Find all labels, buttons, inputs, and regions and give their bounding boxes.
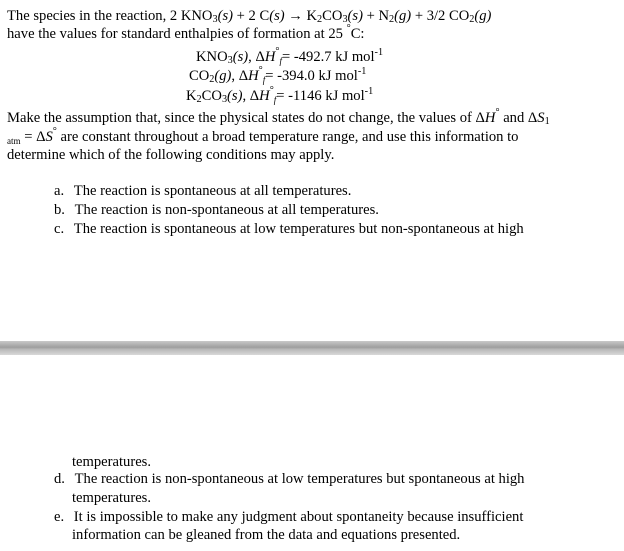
option-text: The reaction is spontaneous at low temperatures but non-spontaneous at high	[73, 221, 524, 237]
option-text-cont: temperatures.	[72, 454, 152, 470]
assumption-line-2: $_{atm}$ = ΔS° are constant throughout a broad temperature range, and use this information to	[7, 126, 519, 146]
state-g1: (g)	[394, 8, 412, 24]
option-c	[54, 220, 524, 238]
option-text: The reaction is non-spontaneous at all temperatures.	[74, 202, 379, 218]
assumption-text-4: are constant throughout a broad temperature range, and use this information to	[56, 129, 519, 145]
data-line-co2: $CO_2(g)$, $\Delta H^\circ_f= -394.0$ kJ mol$^{-1}$	[189, 65, 367, 85]
reaction-text-5: + 3/2 CO	[411, 8, 470, 24]
reaction-text-3: CO	[322, 8, 343, 24]
sub-2b: 2	[389, 14, 395, 25]
option-letter: a.	[54, 183, 65, 199]
formula-co: CO	[189, 68, 210, 84]
option-text: The reaction is non-spontaneous at low temperatures but spontaneous at high	[74, 471, 525, 487]
option-text-cont: temperatures.	[72, 490, 152, 506]
sub-2c: 2	[469, 14, 475, 25]
option-e	[54, 508, 523, 526]
reaction-arrow: → K	[284, 8, 318, 24]
assumption-text-3: = Δ	[24, 129, 46, 145]
degree-symbol: °	[346, 23, 351, 34]
reaction-text-4: + N	[362, 8, 390, 24]
option-letter: c.	[54, 221, 65, 237]
reaction-line	[7, 7, 491, 25]
formula-sub: 3	[221, 94, 228, 105]
sub-2a: 2	[317, 14, 323, 25]
option-e-continued	[72, 526, 460, 544]
option-c-continued	[72, 453, 151, 471]
reaction-text-2: + 2 C	[232, 8, 270, 24]
formula-sub: 2	[196, 94, 202, 105]
option-letter: d.	[54, 471, 65, 487]
enthalpy-value: = -492.7 kJ mol	[281, 49, 375, 65]
option-letter: b.	[54, 202, 65, 218]
option-text-cont: information can be gleaned from the data and equations presented.	[72, 527, 461, 543]
formula-kno: KNO	[196, 49, 228, 65]
formula-state: (g)	[214, 68, 232, 84]
state-s3: (s)	[347, 8, 363, 24]
enthalpy-value: = -1146 kJ mol	[276, 88, 365, 104]
option-d-continued	[72, 489, 151, 507]
formula-state: (s)	[227, 88, 243, 104]
option-text: The reaction is spontaneous at all temperatures.	[73, 183, 352, 199]
state-s2: (s)	[269, 8, 285, 24]
assumption-line-3	[7, 146, 334, 164]
sub-3b: 3	[342, 14, 348, 25]
assumption-sub: 1	[544, 116, 550, 127]
atm-sub: atm	[7, 136, 21, 146]
intro-line-2	[7, 25, 365, 43]
assumption-line-1: Make the assumption that, since the physical states do not change, the values of ΔH° and $\Delta S_1$	[7, 107, 550, 127]
data-line-k2co3: $K_2CO_3(s)$, $\Delta H^\circ_f= -1146$ kJ mol$^{-1}$	[186, 85, 374, 105]
formula-state: (s)	[232, 49, 249, 65]
option-a	[54, 182, 351, 200]
sub-3: 3	[212, 14, 218, 25]
assumption-text-1: Make the assumption that, since the physical states do not change, the values of Δ	[7, 110, 485, 126]
reaction-text-1: The species in the reaction, 2 KNO	[7, 8, 213, 24]
option-text: It is impossible to make any judgment about spontaneity because insufficient	[73, 509, 524, 525]
data-line-kno3: $KNO_3(s)$, $\Delta H^\circ_f= -492.7$ kJ mol$^{-1}$	[196, 46, 384, 66]
intro-text: have the values for standard enthalpies of formation at 25	[7, 26, 343, 42]
state-g2: (g)	[474, 8, 492, 24]
option-d	[54, 470, 524, 488]
formula-k: K	[186, 88, 197, 104]
formula-sub: 2	[209, 74, 215, 85]
formula-sub: 3	[227, 55, 233, 66]
page-break-divider	[0, 341, 624, 355]
intro-tail: C:	[350, 26, 365, 42]
option-b	[54, 201, 379, 219]
state-s1: (s)	[217, 8, 233, 24]
enthalpy-value: = -394.0 kJ mol	[265, 68, 358, 84]
assumption-text-2: and Δ	[503, 110, 538, 126]
assumption-text-5: determine which of the following conditions may apply.	[7, 147, 335, 163]
option-letter: e.	[54, 509, 65, 525]
formula-co: CO	[201, 88, 222, 104]
